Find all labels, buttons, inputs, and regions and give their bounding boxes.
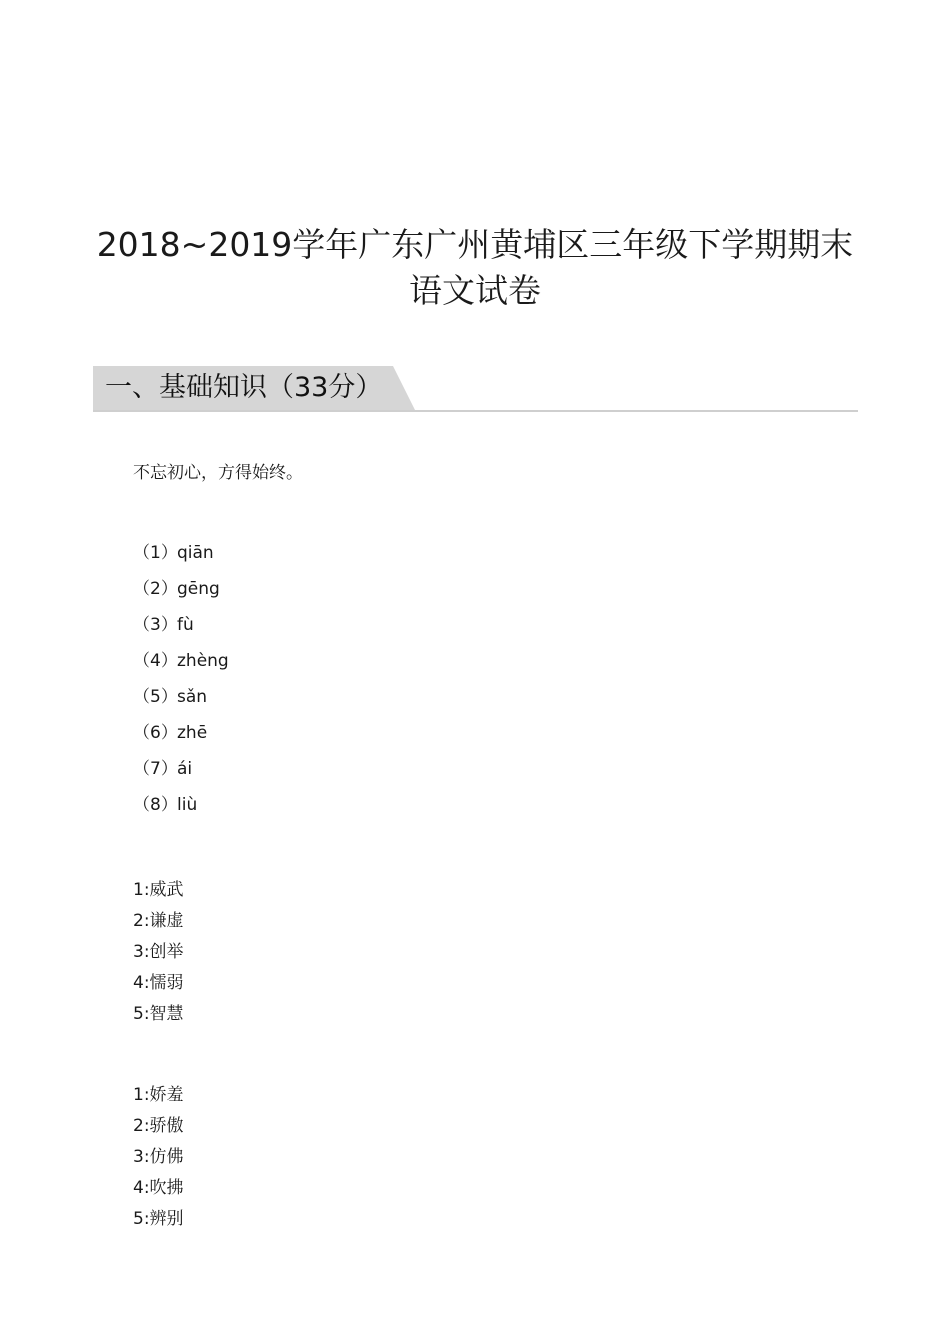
- word-list-b: [133, 1083, 184, 1238]
- document-title: [60, 222, 890, 314]
- pinyin-number: （4）: [133, 651, 178, 671]
- word-item: 5:辨别: [133, 1209, 184, 1229]
- pinyin-text: zhē: [177, 723, 208, 743]
- pinyin-text: liù: [177, 795, 198, 815]
- pinyin-text: gēng: [177, 579, 220, 599]
- word-item: 3:仿佛: [133, 1147, 184, 1167]
- intro-text: 不忘初心，方得始终。: [133, 463, 303, 483]
- pinyin-number: （8）: [133, 795, 178, 815]
- pinyin-item: [133, 613, 229, 649]
- word-item: 5:智慧: [133, 1004, 184, 1024]
- pinyin-number: （7）: [133, 759, 178, 779]
- document-title-line-2: 语文试卷: [409, 271, 541, 310]
- pinyin-text: zhèng: [177, 651, 229, 671]
- section-header-rule: [93, 410, 858, 412]
- pinyin-item: [133, 541, 229, 577]
- pinyin-item: [133, 793, 229, 829]
- section-title: 一、基础知识（33分）: [105, 372, 383, 403]
- pinyin-item: [133, 577, 229, 613]
- pinyin-number: （2）: [133, 579, 178, 599]
- word-item: 2:骄傲: [133, 1116, 184, 1136]
- pinyin-number: （1）: [133, 543, 178, 563]
- pinyin-number: （6）: [133, 723, 178, 743]
- pinyin-list: [133, 541, 229, 829]
- pinyin-item: [133, 721, 229, 757]
- word-item: 1:娇羞: [133, 1085, 184, 1105]
- pinyin-text: sǎn: [177, 687, 208, 707]
- pinyin-text: ái: [177, 759, 193, 779]
- pinyin-item: [133, 649, 229, 685]
- word-item: 3:创举: [133, 942, 184, 962]
- word-item: 1:威武: [133, 880, 184, 900]
- section-header: [93, 366, 858, 412]
- pinyin-text: fù: [177, 615, 194, 635]
- word-item: 4:吹拂: [133, 1178, 184, 1198]
- pinyin-item: [133, 685, 229, 721]
- pinyin-item: [133, 757, 229, 793]
- word-item: 4:懦弱: [133, 973, 184, 993]
- pinyin-number: （5）: [133, 687, 178, 707]
- word-item: 2:谦虚: [133, 911, 184, 931]
- document-title-line-1: 2018~2019学年广东广州黄埔区三年级下学期期末: [96, 225, 854, 264]
- pinyin-text: qiān: [177, 543, 214, 563]
- word-list-a: [133, 878, 184, 1033]
- pinyin-number: （3）: [133, 615, 178, 635]
